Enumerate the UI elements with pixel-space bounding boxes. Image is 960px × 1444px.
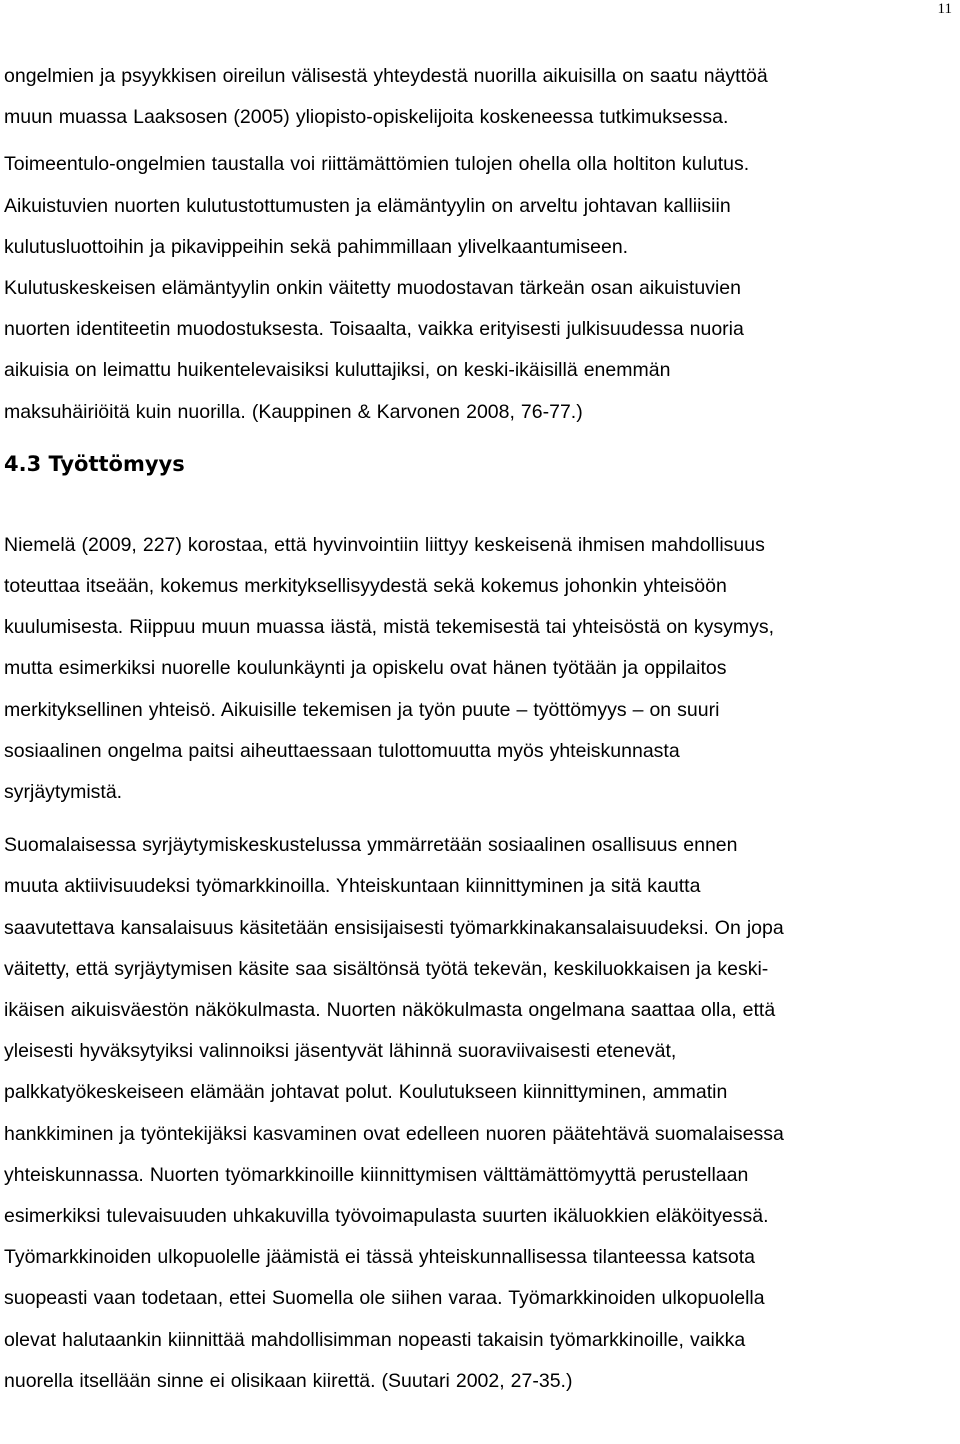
section-paragraph-1 xyxy=(4,525,944,813)
text-line: ikäisen aikuisväestön näkökulmasta. Nuorten näkökulmasta ongelmana saattaa olla, että xyxy=(4,999,776,1022)
text-line: Toimeentulo-ongelmien taustalla voi riittämättömien tulojen ohella olla holtiton kulutus. xyxy=(4,153,750,176)
paragraph-1 xyxy=(4,56,944,138)
text-line: olevat halutaankin kiinnittää mahdollisimman nopeasti takaisin työmarkkinoille, vaikka xyxy=(4,1328,746,1351)
paragraph-2 xyxy=(4,144,944,432)
text-line: toteuttaa itseään, kokemus merkityksellisyydestä sekä kokemus johonkin yhteisöön xyxy=(4,575,727,598)
text-line: kulutusluottoihin ja pikavippeihin sekä pahimmillaan ylivelkaantumiseen. xyxy=(4,235,629,258)
text-line: esimerkiksi tulevaisuuden uhkakuvilla työvoimapulasta suurten ikäluokkien eläköityessä. xyxy=(4,1205,769,1228)
text-line: muun muassa Laaksosen (2005) yliopisto-opiskelijoita koskeneessa tutkimuksessa. xyxy=(4,106,729,129)
text-line: palkkatyökeskeiseen elämään johtavat polut. Koulutukseen kiinnittyminen, ammatin xyxy=(4,1081,728,1104)
text-line: väitetty, että syrjäytymisen käsite saa sisältönsä työtä tekevän, keskiluokkaisen ja keski- xyxy=(4,957,769,980)
text-line: merkityksellinen yhteisö. Aikuisille tekemisen ja työn puute – työttömyys – on suuri xyxy=(4,698,720,721)
text-line: syrjäytymistä. xyxy=(4,781,123,804)
section-paragraph-2 xyxy=(4,825,944,1402)
page-number: 11 xyxy=(937,1,952,17)
text-line: Työmarkkinoiden ulkopuolelle jäämistä ei tässä yhteiskunnallisessa tilanteessa katsota xyxy=(4,1246,756,1269)
text-line: Kulutuskeskeisen elämäntyylin onkin väitetty muodostavan tärkeän osan aikuistuvien xyxy=(4,277,741,300)
text-line: nuorella itsellään sinne ei olisikaan kiirettä. (Suutari 2002, 27-35.) xyxy=(4,1369,573,1392)
text-line: saavutettava kansalaisuus käsitetään ensisijaisesti työmarkkinakansalaisuudeksi. On jopa xyxy=(4,916,784,939)
text-line: Suomalaisessa syrjäytymiskeskustelussa ymmärretään sosiaalinen osallisuus ennen xyxy=(4,834,738,857)
text-line: Aikuistuvien nuorten kulutustottumusten ja elämäntyylin on arveltu johtavan kalliisiin xyxy=(4,194,731,217)
text-line: suopeasti vaan todetaan, ettei Suomella ole siihen varaa. Työmarkkinoiden ulkopuolella xyxy=(4,1287,765,1310)
document-body xyxy=(4,56,944,1402)
text-line: hankkiminen ja työntekijäksi kasvaminen ovat edelleen nuoren päätehtävä suomalaisessa xyxy=(4,1122,784,1145)
text-line: kuulumisesta. Riippuu muun muassa iästä, mistä tekemisestä tai yhteisöstä on kysymys, xyxy=(4,616,775,639)
text-line: yleisesti hyväksytyiksi valinnoiksi jäsentyvät lähinnä suoraviivaisesti etenevät, xyxy=(4,1040,677,1063)
text-line: nuorten identiteetin muodostuksesta. Toisaalta, vaikka erityisesti julkisuudessa nuoria xyxy=(4,318,744,341)
text-line: maksuhäiriöitä kuin nuorilla. (Kauppinen & Karvonen 2008, 76-77.) xyxy=(4,400,583,423)
section-heading: 4.3 Työttömyys xyxy=(4,451,185,476)
text-line: Niemelä (2009, 227) korostaa, että hyvinvointiin liittyy keskeisenä ihmisen mahdollisuus xyxy=(4,533,765,556)
text-line: yhteiskunnassa. Nuorten työmarkkinoille kiinnittymisen välttämättömyyttä perustellaan xyxy=(4,1163,749,1186)
text-line: mutta esimerkiksi nuorelle koulunkäynti ja opiskelu ovat hänen työtään ja oppilaitos xyxy=(4,657,727,680)
text-line: ongelmien ja psyykkisen oireilun välisestä yhteydestä nuorilla aikuisilla on saatu näyttöä xyxy=(4,65,768,87)
text-line: aikuisia on leimattu huikentelevaisiksi kuluttajiksi, on keski-ikäisillä enemmän xyxy=(4,359,671,382)
text-line: sosiaalinen ongelma paitsi aiheuttaessaan tulottomuutta myös yhteiskunnasta xyxy=(4,739,680,762)
text-line: muuta aktiivisuudeksi työmarkkinoilla. Yhteiskuntaan kiinnittyminen ja sitä kautta xyxy=(4,875,701,898)
